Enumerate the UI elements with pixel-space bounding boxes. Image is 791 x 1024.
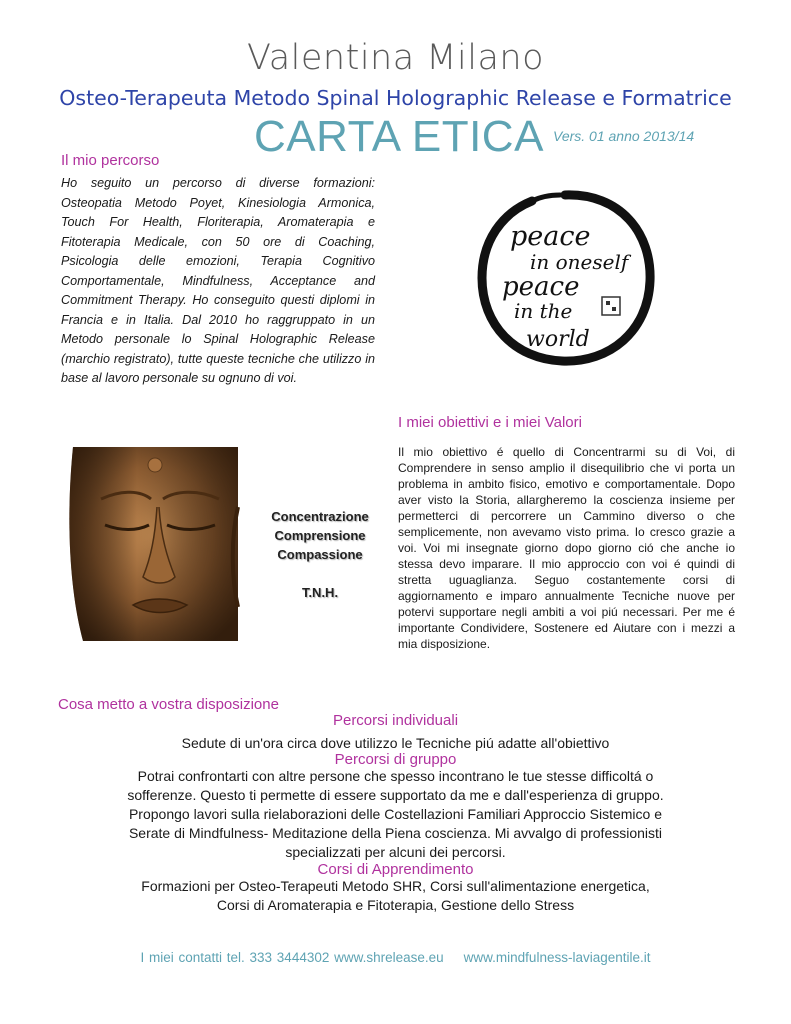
gruppo-line: Propongo lavori sulla rielaborazioni delle Costellazioni Familiari Approccio Sistemico e	[128, 806, 663, 822]
motto-line-1: Concentrazione	[271, 509, 369, 524]
motto-line-3: Compassione	[277, 547, 363, 562]
motto-signature: T.N.H.	[301, 585, 339, 600]
corsi-line: Corsi di Aromaterapia e Fitoterapia, Gestione dello Stress	[216, 897, 575, 913]
author-name: Valentina Milano	[246, 38, 544, 78]
seal-stamp	[602, 297, 620, 315]
enso-calligraphy-image	[470, 183, 660, 373]
gruppo-heading: Percorsi di gruppo	[334, 751, 457, 768]
document-version: Vers. 01 anno 2013/14	[553, 128, 695, 144]
gruppo-line: sofferenze. Questo ti permette di essere supportato da me e dall'esperienza di gruppo.	[127, 787, 664, 803]
percorso-text: Ho seguito un percorso di diverse formazioni: Osteopatia Metodo Poyet, Kinesiologia Armonica, Touch For Health, Floriterapia, Aromaterapia e Fitoterapia Medicale, con 50 ore di Coaching, Psicologia delle emozioni, Terapia Cognitivo Comportamentale, Mindfulness, Acceptance and Commitment Therapy. Ho conseguito questi diplomi in Francia e in Italia. Dal 2010 ho raggruppato in un Metodo personale lo Spinal Holographic Release (marchio registrato), tutte queste tecniche che utilizzo in base al lavoro personale su ognuno di voi.	[61, 176, 375, 385]
obiettivi-heading: I miei obiettivi e i miei Valori	[398, 414, 582, 431]
individuali-text: Sedute di un'ora circa dove utilizzo le Tecniche piú adatte all'obiettivo	[181, 735, 610, 751]
obiettivi-text: Il mio obiettivo é quello di Concentrarmi su di Voi, di Comprendere in senso amplio il disequilibrio che vi porta un problema in ambito fisico, emotivo e comportamentale. Dopo aver visto la Storia, allargheremo la coscienza insieme per permetterci di percorrere un Cammino diverso o che semplicemente, non avevamo visto prima. Io cresco grazie a voi. Voi mi insegnate giorno dopo giorno ció che anche io stessa devo imparare. Il mio approccio con voi é quindi di stretta uguaglianza. Seguo costantemente corsi di aggiornamento e imparo annualmente Tecniche nuove per potervi supportare negli ambiti a voi piú necessari. Per me é importante Condividere, Sostenere ed Aiutare con i mezzi a mia disposizione.	[398, 445, 735, 651]
enso-line-2: in oneself	[530, 250, 629, 274]
document-title: CARTA ETICA	[254, 112, 544, 161]
motto-block	[258, 507, 382, 602]
gruppo-text	[60, 767, 731, 862]
gruppo-line: specializzati per alcuni dei percorsi.	[285, 844, 506, 860]
website-link[interactable]: www.mindfulness-laviagentile.it	[463, 950, 651, 965]
percorso-heading: Il mio percorso	[61, 152, 160, 169]
footer-contacts	[0, 950, 791, 965]
enso-line-1: peace	[510, 221, 591, 252]
corsi-heading: Corsi di Apprendimento	[317, 861, 474, 878]
gruppo-line: Potrai confrontarti con altre persone che spesso incontrano le tue stesse difficoltá o	[137, 768, 654, 784]
individuali-heading: Percorsi individuali	[332, 712, 459, 729]
disposizione-heading: Cosa metto a vostra disposizione	[58, 696, 279, 713]
buddha-face-image	[63, 447, 244, 641]
corsi-text	[60, 877, 731, 915]
enso-line-5: world	[526, 327, 590, 352]
contact-info: I miei contatti tel. 333 3444302 www.shrelease.eu	[140, 950, 444, 965]
enso-line-4: in the	[514, 299, 573, 323]
gruppo-line: Serate di Mindfulness- Meditazione della Piena coscienza. Mi avvalgo di professionisti	[128, 825, 663, 841]
author-subtitle: Osteo-Terapeuta Metodo Spinal Holographic Release e Formatrice	[59, 86, 732, 110]
enso-line-3: peace	[502, 272, 580, 302]
motto-line-2: Comprensione	[274, 528, 366, 543]
corsi-line: Formazioni per Osteo-Terapeuti Metodo SHR, Corsi sull'alimentazione energetica,	[141, 878, 650, 894]
